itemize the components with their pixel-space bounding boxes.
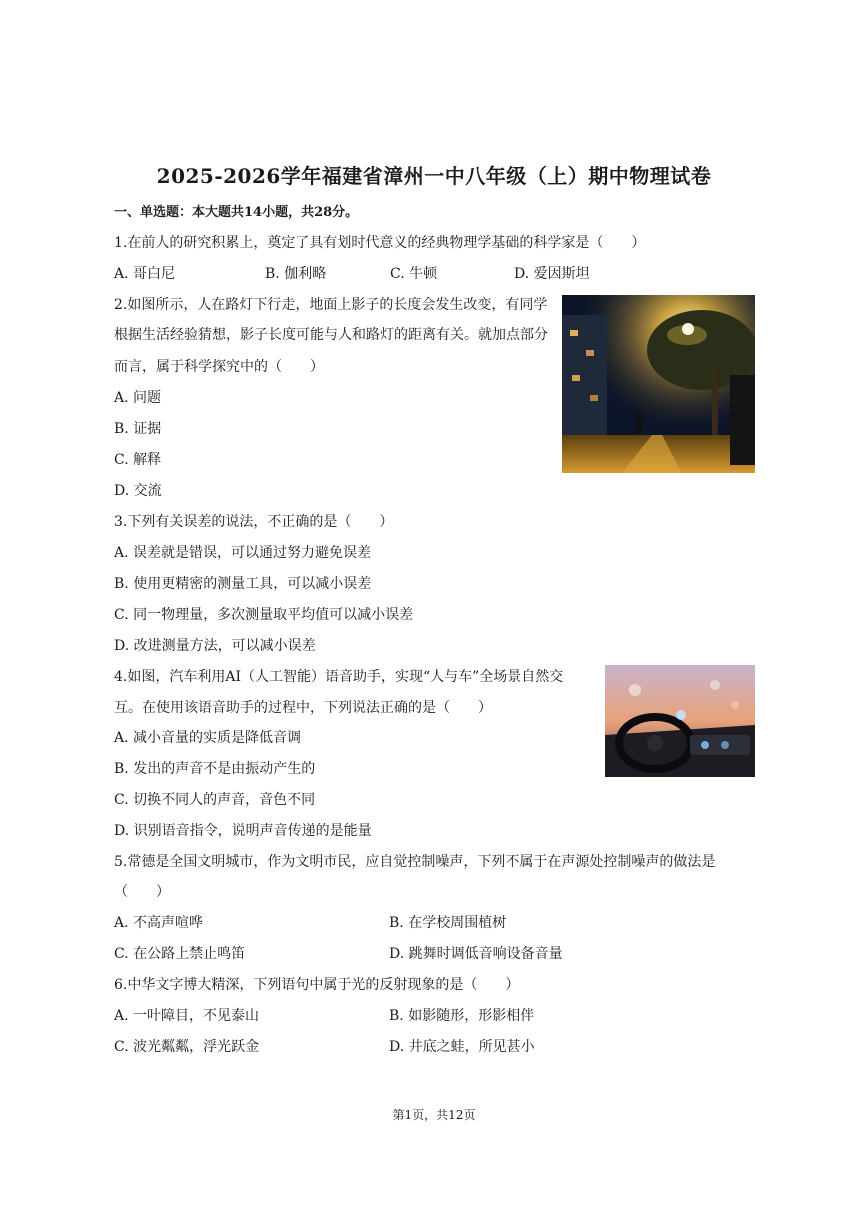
q2-option-b: B. 证据 [114,421,162,437]
page-footer: 第1页，共12页 [392,1108,476,1122]
q5-option-b: B. 在学校周围植树 [389,915,507,931]
q3-option-d: D. 改进测量方法，可以减小误差 [114,638,316,654]
question-6-stem: 6.中华文字博大精深，下列语句中属于光的反射现象的是（ ） [114,977,520,993]
question-3-stem: 3.下列有关误差的说法，不正确的是（ ） [114,514,394,530]
q6-option-c: C. 波光粼粼，浮光跃金 [114,1039,260,1055]
q1-option-d: D. 爱因斯坦 [514,266,590,282]
q5-option-d: D. 跳舞时调低音响设备音量 [389,946,563,962]
car-voice-assistant-photo [605,665,755,777]
q1-option-c: C. 牛顿 [390,266,438,282]
q4-option-d: D. 识别语音指令，说明声音传递的是能量 [114,823,372,839]
q3-option-c: C. 同一物理量，多次测量取平均值可以减小误差 [114,607,414,623]
q1-option-b: B. 伽利略 [265,266,327,282]
q5-option-c: C. 在公路上禁止鸣笛 [114,946,246,962]
q2-option-d: D. 交流 [114,483,162,499]
q3-option-a: A. 误差就是错误，可以通过努力避免误差 [114,545,372,561]
street-lamp-photo [562,295,755,473]
exam-title: 2025-2026学年福建省漳州一中八年级（上）期中物理试卷 [156,164,712,188]
q6-option-b: B. 如影随形，形影相伴 [389,1008,535,1024]
question-4-stem-line-1: 4.如图，汽车利用AI（人工智能）语音助手，实现“人与车”全场景自然交 [114,669,564,685]
q2-option-c: C. 解释 [114,452,162,468]
q6-option-a: A. 一叶障目，不见泰山 [114,1008,260,1024]
question-2-stem-line-1: 2.如图所示，人在路灯下行走，地面上影子的长度会发生改变，有同学 [114,297,548,313]
q1-option-a: A. 哥白尼 [114,266,176,282]
q6-option-d: D. 井底之蛙，所见甚小 [389,1039,535,1055]
q5-option-a: A. 不高声喧哗 [114,915,204,931]
question-5-stem-line-1: 5.常德是全国文明城市，作为文明市民，应自觉控制噪声，下列不属于在声源处控制噪声的做法是 [114,854,716,870]
q3-option-b: B. 使用更精密的测量工具，可以减小误差 [114,576,372,592]
q2-option-a: A. 问题 [114,390,162,406]
question-1-stem: 1.在前人的研究积累上，奠定了具有划时代意义的经典物理学基础的科学家是（ ） [114,235,646,251]
section-heading: 一、单选题：本大题共14小题，共28分。 [114,205,359,220]
q4-option-b: B. 发出的声音不是由振动产生的 [114,761,316,777]
question-4-stem-line-2: 互。在使用该语音助手的过程中，下列说法正确的是（ ） [114,700,492,716]
question-5-stem-line-2: （ ） [114,884,170,900]
question-2-stem-line-3: 而言，属于科学探究中的（ ） [114,359,324,375]
q4-option-a: A. 减小音量的实质是降低音调 [114,730,302,746]
question-2-stem-line-2: 根据生活经验猜想，影子长度可能与人和路灯的距离有关。就加点部分 [114,327,548,343]
q4-option-c: C. 切换不同人的声音，音色不同 [114,792,316,808]
